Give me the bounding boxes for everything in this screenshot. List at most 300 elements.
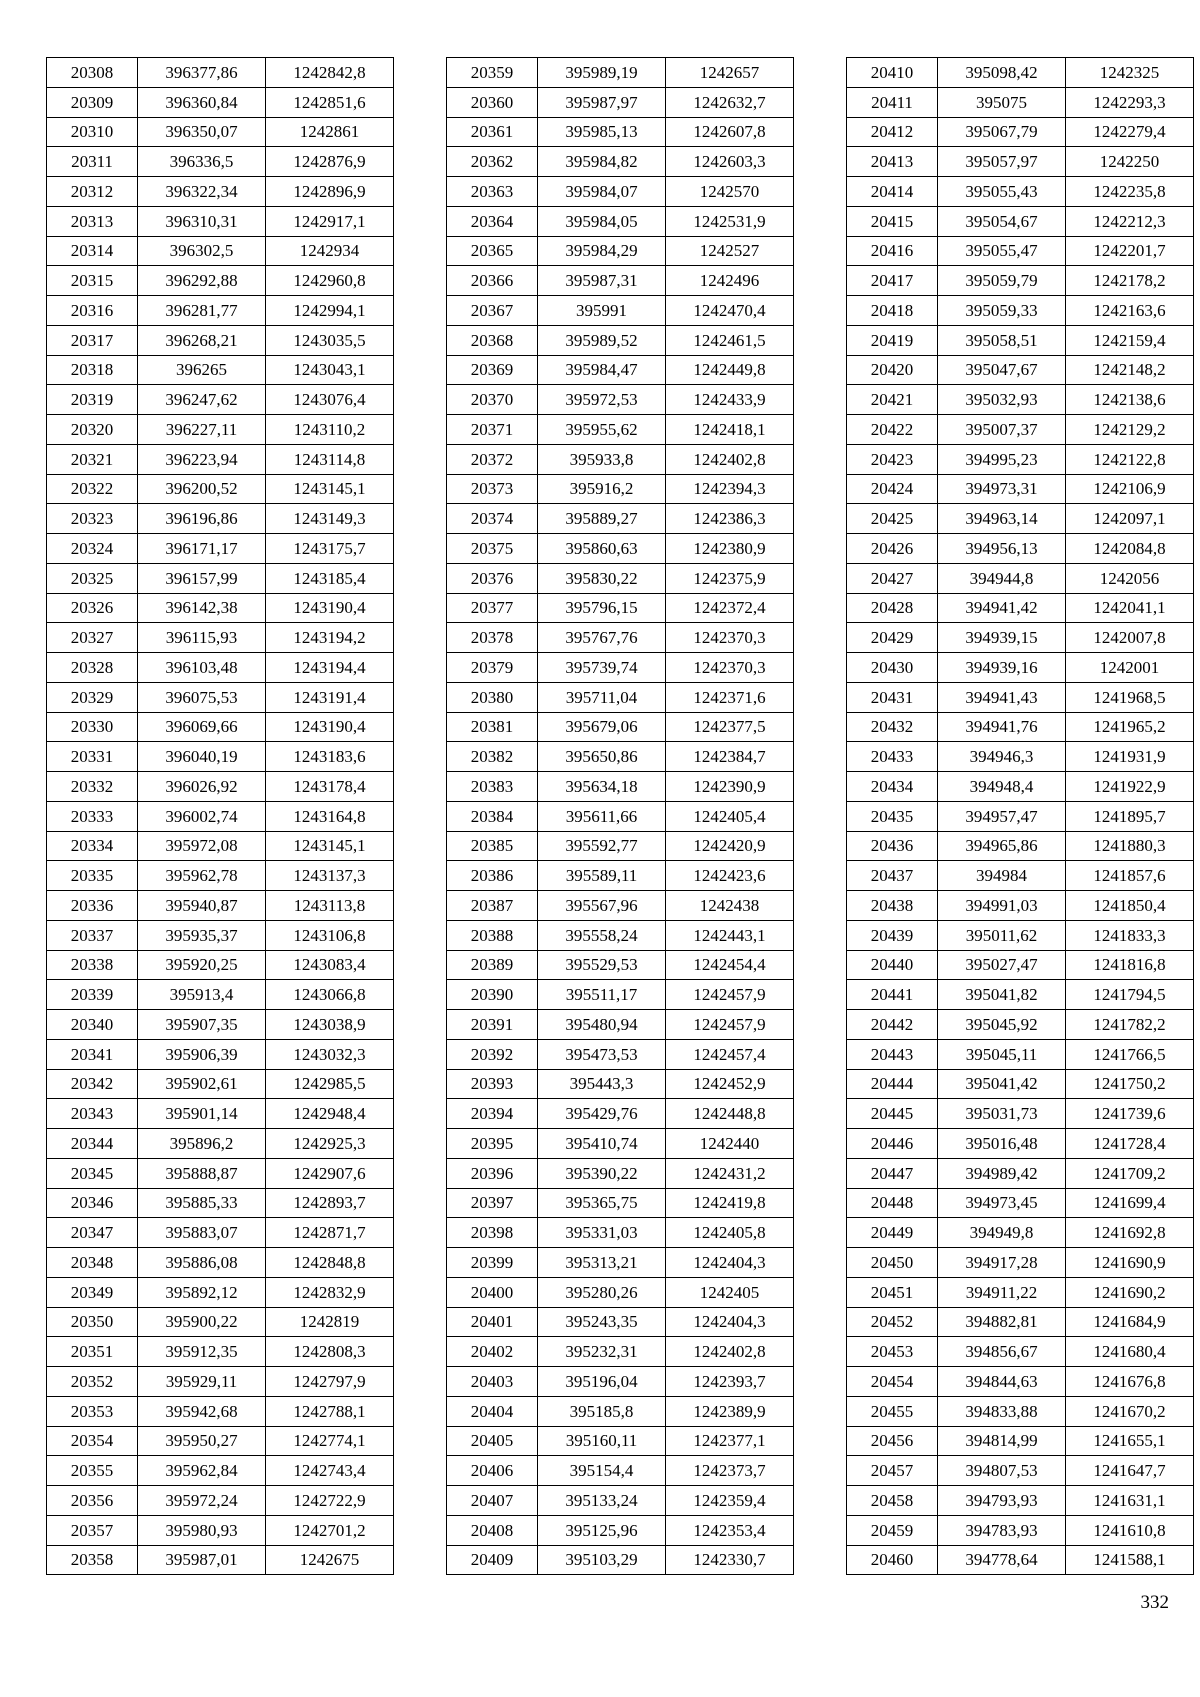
point-id-cell: 20365 (447, 236, 538, 266)
x-coordinate-cell: 395055,43 (938, 177, 1066, 207)
y-coordinate-cell: 1242375,9 (666, 563, 794, 593)
point-id-cell: 20410 (847, 58, 938, 88)
point-id-cell: 20384 (447, 801, 538, 831)
table-row (47, 563, 394, 593)
point-id-cell: 20355 (47, 1456, 138, 1486)
point-id-cell: 20337 (47, 920, 138, 950)
table-row (47, 623, 394, 653)
point-id-cell: 20375 (447, 534, 538, 564)
table-row (847, 355, 1194, 385)
point-id-cell: 20441 (847, 980, 938, 1010)
y-coordinate-cell: 1243083,4 (266, 950, 394, 980)
point-id-cell: 20379 (447, 653, 538, 683)
y-coordinate-cell: 1242212,3 (1066, 206, 1194, 236)
table-row (47, 1218, 394, 1248)
x-coordinate-cell: 396115,93 (138, 623, 266, 653)
y-coordinate-cell: 1243149,3 (266, 504, 394, 534)
x-coordinate-cell: 394814,99 (938, 1426, 1066, 1456)
y-coordinate-cell: 1242632,7 (666, 87, 794, 117)
x-coordinate-cell: 395906,39 (138, 1039, 266, 1069)
table-row (447, 1426, 794, 1456)
table-row (47, 1069, 394, 1099)
point-id-cell: 20350 (47, 1307, 138, 1337)
x-coordinate-cell: 396265 (138, 355, 266, 385)
y-coordinate-cell: 1243194,4 (266, 653, 394, 683)
y-coordinate-cell: 1243035,5 (266, 325, 394, 355)
y-coordinate-cell: 1242402,8 (666, 1337, 794, 1367)
x-coordinate-cell: 396171,17 (138, 534, 266, 564)
point-id-cell: 20444 (847, 1069, 938, 1099)
point-id-cell: 20352 (47, 1367, 138, 1397)
point-id-cell: 20402 (447, 1337, 538, 1367)
x-coordinate-cell: 394957,47 (938, 801, 1066, 831)
y-coordinate-cell: 1242380,9 (666, 534, 794, 564)
y-coordinate-cell: 1242423,6 (666, 861, 794, 891)
x-coordinate-cell: 395935,37 (138, 920, 266, 950)
table-row (47, 266, 394, 296)
y-coordinate-cell: 1242461,5 (666, 325, 794, 355)
y-coordinate-cell: 1242896,9 (266, 177, 394, 207)
x-coordinate-cell: 394941,76 (938, 712, 1066, 742)
x-coordinate-cell: 395133,24 (538, 1486, 666, 1516)
table-row (447, 87, 794, 117)
point-id-cell: 20380 (447, 682, 538, 712)
x-coordinate-cell: 395480,94 (538, 1010, 666, 1040)
y-coordinate-cell: 1242457,9 (666, 980, 794, 1010)
x-coordinate-cell: 395933,8 (538, 444, 666, 474)
table-row (447, 1367, 794, 1397)
table-row (847, 1099, 1194, 1129)
point-id-cell: 20460 (847, 1545, 938, 1575)
y-coordinate-cell: 1242041,1 (1066, 593, 1194, 623)
point-id-cell: 20388 (447, 920, 538, 950)
x-coordinate-cell: 395331,03 (538, 1218, 666, 1248)
x-coordinate-cell: 394939,16 (938, 653, 1066, 683)
y-coordinate-cell: 1242405 (666, 1277, 794, 1307)
y-coordinate-cell: 1242819 (266, 1307, 394, 1337)
coordinate-table-3 (846, 57, 1194, 1575)
y-coordinate-cell: 1242359,4 (666, 1486, 794, 1516)
x-coordinate-cell: 396292,88 (138, 266, 266, 296)
point-id-cell: 20342 (47, 1069, 138, 1099)
x-coordinate-cell: 395942,68 (138, 1396, 266, 1426)
y-coordinate-cell: 1242293,3 (1066, 87, 1194, 117)
y-coordinate-cell: 1243113,8 (266, 891, 394, 921)
y-coordinate-cell: 1242235,8 (1066, 177, 1194, 207)
y-coordinate-cell: 1243137,3 (266, 861, 394, 891)
y-coordinate-cell: 1242657 (666, 58, 794, 88)
table-row (47, 415, 394, 445)
y-coordinate-cell: 1242420,9 (666, 831, 794, 861)
point-id-cell: 20324 (47, 534, 138, 564)
y-coordinate-cell: 1242431,2 (666, 1158, 794, 1188)
y-coordinate-cell: 1242418,1 (666, 415, 794, 445)
table-row (47, 1010, 394, 1040)
point-id-cell: 20335 (47, 861, 138, 891)
x-coordinate-cell: 395589,11 (538, 861, 666, 891)
table-row (47, 980, 394, 1010)
table-row (847, 1307, 1194, 1337)
x-coordinate-cell: 396302,5 (138, 236, 266, 266)
table-row (847, 385, 1194, 415)
x-coordinate-cell: 395883,07 (138, 1218, 266, 1248)
point-id-cell: 20314 (47, 236, 138, 266)
y-coordinate-cell: 1243110,2 (266, 415, 394, 445)
point-id-cell: 20448 (847, 1188, 938, 1218)
y-coordinate-cell: 1241931,9 (1066, 742, 1194, 772)
y-coordinate-cell: 1242797,9 (266, 1367, 394, 1397)
table-row (847, 861, 1194, 891)
x-coordinate-cell: 395900,22 (138, 1307, 266, 1337)
point-id-cell: 20414 (847, 177, 938, 207)
y-coordinate-cell: 1242452,9 (666, 1069, 794, 1099)
y-coordinate-cell: 1242279,4 (1066, 117, 1194, 147)
table-row (447, 891, 794, 921)
table-row (47, 772, 394, 802)
x-coordinate-cell: 395032,93 (938, 385, 1066, 415)
point-id-cell: 20406 (447, 1456, 538, 1486)
x-coordinate-cell: 395985,13 (538, 117, 666, 147)
table-row (847, 653, 1194, 683)
table-row (447, 653, 794, 683)
table-row (447, 1010, 794, 1040)
point-id-cell: 20451 (847, 1277, 938, 1307)
point-id-cell: 20344 (47, 1129, 138, 1159)
point-id-cell: 20434 (847, 772, 938, 802)
point-id-cell: 20325 (47, 563, 138, 593)
y-coordinate-cell: 1241699,4 (1066, 1188, 1194, 1218)
point-id-cell: 20371 (447, 415, 538, 445)
table-row (47, 1099, 394, 1129)
point-id-cell: 20425 (847, 504, 938, 534)
x-coordinate-cell: 396281,77 (138, 296, 266, 326)
x-coordinate-cell: 395972,53 (538, 385, 666, 415)
y-coordinate-cell: 1243043,1 (266, 355, 394, 385)
y-coordinate-cell: 1242788,1 (266, 1396, 394, 1426)
y-coordinate-cell: 1242438 (666, 891, 794, 921)
point-id-cell: 20393 (447, 1069, 538, 1099)
table-row (47, 1188, 394, 1218)
x-coordinate-cell: 395711,04 (538, 682, 666, 712)
x-coordinate-cell: 394963,14 (938, 504, 1066, 534)
point-id-cell: 20362 (447, 147, 538, 177)
point-id-cell: 20361 (447, 117, 538, 147)
point-id-cell: 20331 (47, 742, 138, 772)
table-row (447, 980, 794, 1010)
point-id-cell: 20370 (447, 385, 538, 415)
y-coordinate-cell: 1241782,2 (1066, 1010, 1194, 1040)
table-row (47, 1367, 394, 1397)
table-row (847, 325, 1194, 355)
x-coordinate-cell: 395058,51 (938, 325, 1066, 355)
table-row (847, 742, 1194, 772)
point-id-cell: 20328 (47, 653, 138, 683)
x-coordinate-cell: 395987,97 (538, 87, 666, 117)
y-coordinate-cell: 1242470,4 (666, 296, 794, 326)
y-coordinate-cell: 1242871,7 (266, 1218, 394, 1248)
point-id-cell: 20358 (47, 1545, 138, 1575)
point-id-cell: 20334 (47, 831, 138, 861)
point-id-cell: 20312 (47, 177, 138, 207)
table-row (847, 950, 1194, 980)
x-coordinate-cell: 395529,53 (538, 950, 666, 980)
table-row (47, 1396, 394, 1426)
point-id-cell: 20438 (847, 891, 938, 921)
point-id-cell: 20315 (47, 266, 138, 296)
point-id-cell: 20340 (47, 1010, 138, 1040)
point-id-cell: 20364 (447, 206, 538, 236)
x-coordinate-cell: 394882,81 (938, 1307, 1066, 1337)
x-coordinate-cell: 394956,13 (938, 534, 1066, 564)
y-coordinate-cell: 1242457,4 (666, 1039, 794, 1069)
x-coordinate-cell: 395950,27 (138, 1426, 266, 1456)
table-row (447, 1277, 794, 1307)
point-id-cell: 20357 (47, 1515, 138, 1545)
y-coordinate-cell: 1242404,3 (666, 1307, 794, 1337)
table-row (447, 1039, 794, 1069)
point-id-cell: 20417 (847, 266, 938, 296)
table-row (447, 266, 794, 296)
y-coordinate-cell: 1242001 (1066, 653, 1194, 683)
x-coordinate-cell: 396227,11 (138, 415, 266, 445)
point-id-cell: 20429 (847, 623, 938, 653)
x-coordinate-cell: 394778,64 (938, 1545, 1066, 1575)
point-id-cell: 20436 (847, 831, 938, 861)
y-coordinate-cell: 1242527 (666, 236, 794, 266)
y-coordinate-cell: 1242454,4 (666, 950, 794, 980)
point-id-cell: 20459 (847, 1515, 938, 1545)
table-row (47, 653, 394, 683)
point-id-cell: 20319 (47, 385, 138, 415)
y-coordinate-cell: 1242722,9 (266, 1486, 394, 1516)
x-coordinate-cell: 395984,47 (538, 355, 666, 385)
table-row (47, 177, 394, 207)
x-coordinate-cell: 395901,14 (138, 1099, 266, 1129)
table-row (847, 623, 1194, 653)
x-coordinate-cell: 395860,63 (538, 534, 666, 564)
table-row (447, 772, 794, 802)
y-coordinate-cell: 1243185,4 (266, 563, 394, 593)
table-row (47, 1426, 394, 1456)
y-coordinate-cell: 1242851,6 (266, 87, 394, 117)
y-coordinate-cell: 1241895,7 (1066, 801, 1194, 831)
y-coordinate-cell: 1243145,1 (266, 831, 394, 861)
point-id-cell: 20367 (447, 296, 538, 326)
point-id-cell: 20395 (447, 1129, 538, 1159)
table-row (47, 920, 394, 950)
y-coordinate-cell: 1242377,5 (666, 712, 794, 742)
point-id-cell: 20349 (47, 1277, 138, 1307)
x-coordinate-cell: 395972,24 (138, 1486, 266, 1516)
table-row (447, 58, 794, 88)
table-row (47, 504, 394, 534)
y-coordinate-cell: 1242386,3 (666, 504, 794, 534)
x-coordinate-cell: 395987,01 (138, 1545, 266, 1575)
table-row (47, 1545, 394, 1575)
point-id-cell: 20415 (847, 206, 938, 236)
x-coordinate-cell: 395059,79 (938, 266, 1066, 296)
x-coordinate-cell: 394995,23 (938, 444, 1066, 474)
point-id-cell: 20308 (47, 58, 138, 88)
table-row (847, 474, 1194, 504)
x-coordinate-cell: 394965,86 (938, 831, 1066, 861)
table-row (47, 742, 394, 772)
y-coordinate-cell: 1241610,8 (1066, 1515, 1194, 1545)
table-row (447, 1218, 794, 1248)
y-coordinate-cell: 1241676,8 (1066, 1367, 1194, 1397)
table-row (47, 1039, 394, 1069)
y-coordinate-cell: 1242159,4 (1066, 325, 1194, 355)
table-row (847, 1158, 1194, 1188)
table-row (447, 325, 794, 355)
point-id-cell: 20422 (847, 415, 938, 445)
x-coordinate-cell: 394917,28 (938, 1248, 1066, 1278)
x-coordinate-cell: 396350,07 (138, 117, 266, 147)
table-row (47, 1486, 394, 1516)
y-coordinate-cell: 1242405,8 (666, 1218, 794, 1248)
table-row (447, 712, 794, 742)
table-row (447, 682, 794, 712)
point-id-cell: 20423 (847, 444, 938, 474)
table-row (847, 682, 1194, 712)
table-row (47, 296, 394, 326)
x-coordinate-cell: 395796,15 (538, 593, 666, 623)
y-coordinate-cell: 1242701,2 (266, 1515, 394, 1545)
y-coordinate-cell: 1241647,7 (1066, 1456, 1194, 1486)
x-coordinate-cell: 395916,2 (538, 474, 666, 504)
y-coordinate-cell: 1241655,1 (1066, 1426, 1194, 1456)
point-id-cell: 20407 (447, 1486, 538, 1516)
point-id-cell: 20336 (47, 891, 138, 921)
x-coordinate-cell: 395075 (938, 87, 1066, 117)
table-row (47, 117, 394, 147)
table-row (847, 980, 1194, 1010)
table-row (847, 772, 1194, 802)
x-coordinate-cell: 396075,53 (138, 682, 266, 712)
point-id-cell: 20309 (47, 87, 138, 117)
table-row (447, 1099, 794, 1129)
table-row (47, 831, 394, 861)
y-coordinate-cell: 1242384,7 (666, 742, 794, 772)
table-row (847, 1486, 1194, 1516)
point-id-cell: 20390 (447, 980, 538, 1010)
y-coordinate-cell: 1242675 (266, 1545, 394, 1575)
point-id-cell: 20420 (847, 355, 938, 385)
y-coordinate-cell: 1242250 (1066, 147, 1194, 177)
x-coordinate-cell: 394941,42 (938, 593, 1066, 623)
y-coordinate-cell: 1241684,9 (1066, 1307, 1194, 1337)
point-id-cell: 20392 (447, 1039, 538, 1069)
y-coordinate-cell: 1243164,8 (266, 801, 394, 831)
x-coordinate-cell: 395429,76 (538, 1099, 666, 1129)
point-id-cell: 20398 (447, 1218, 538, 1248)
x-coordinate-cell: 394944,8 (938, 563, 1066, 593)
table-row (447, 296, 794, 326)
point-id-cell: 20338 (47, 950, 138, 980)
point-id-cell: 20345 (47, 1158, 138, 1188)
point-id-cell: 20381 (447, 712, 538, 742)
point-id-cell: 20401 (447, 1307, 538, 1337)
y-coordinate-cell: 1241739,6 (1066, 1099, 1194, 1129)
y-coordinate-cell: 1242607,8 (666, 117, 794, 147)
point-id-cell: 20449 (847, 1218, 938, 1248)
x-coordinate-cell: 395232,31 (538, 1337, 666, 1367)
y-coordinate-cell: 1242390,9 (666, 772, 794, 802)
table-row (47, 206, 394, 236)
point-id-cell: 20317 (47, 325, 138, 355)
table-row (47, 385, 394, 415)
table-row (447, 385, 794, 415)
point-id-cell: 20430 (847, 653, 938, 683)
point-id-cell: 20431 (847, 682, 938, 712)
point-id-cell: 20389 (447, 950, 538, 980)
x-coordinate-cell: 394948,4 (938, 772, 1066, 802)
x-coordinate-cell: 395243,35 (538, 1307, 666, 1337)
table-row (447, 1158, 794, 1188)
table-row (447, 831, 794, 861)
y-coordinate-cell: 1242330,7 (666, 1545, 794, 1575)
point-id-cell: 20359 (447, 58, 538, 88)
x-coordinate-cell: 395103,29 (538, 1545, 666, 1575)
table-row (847, 1367, 1194, 1397)
x-coordinate-cell: 394973,31 (938, 474, 1066, 504)
table-row (47, 474, 394, 504)
y-coordinate-cell: 1242178,2 (1066, 266, 1194, 296)
y-coordinate-cell: 1241794,5 (1066, 980, 1194, 1010)
x-coordinate-cell: 396360,84 (138, 87, 266, 117)
point-id-cell: 20383 (447, 772, 538, 802)
table-row (847, 534, 1194, 564)
y-coordinate-cell: 1242443,1 (666, 920, 794, 950)
point-id-cell: 20455 (847, 1396, 938, 1426)
x-coordinate-cell: 395410,74 (538, 1129, 666, 1159)
x-coordinate-cell: 394793,93 (938, 1486, 1066, 1516)
x-coordinate-cell: 395650,86 (538, 742, 666, 772)
table-row (447, 1456, 794, 1486)
y-coordinate-cell: 1242934 (266, 236, 394, 266)
x-coordinate-cell: 396157,99 (138, 563, 266, 593)
x-coordinate-cell: 395047,67 (938, 355, 1066, 385)
y-coordinate-cell: 1242808,3 (266, 1337, 394, 1367)
x-coordinate-cell: 395443,3 (538, 1069, 666, 1099)
point-id-cell: 20330 (47, 712, 138, 742)
x-coordinate-cell: 394856,67 (938, 1337, 1066, 1367)
point-id-cell: 20378 (447, 623, 538, 653)
table-row (847, 1456, 1194, 1486)
table-row (447, 1129, 794, 1159)
y-coordinate-cell: 1242743,4 (266, 1456, 394, 1486)
y-coordinate-cell: 1242148,2 (1066, 355, 1194, 385)
y-coordinate-cell: 1241880,3 (1066, 831, 1194, 861)
y-coordinate-cell: 1243190,4 (266, 593, 394, 623)
x-coordinate-cell: 395280,26 (538, 1277, 666, 1307)
point-id-cell: 20343 (47, 1099, 138, 1129)
x-coordinate-cell: 395098,42 (938, 58, 1066, 88)
point-id-cell: 20368 (447, 325, 538, 355)
point-id-cell: 20369 (447, 355, 538, 385)
table-row (847, 563, 1194, 593)
table-row (847, 1010, 1194, 1040)
x-coordinate-cell: 395955,62 (538, 415, 666, 445)
table-row (447, 950, 794, 980)
y-coordinate-cell: 1242007,8 (1066, 623, 1194, 653)
x-coordinate-cell: 395059,33 (938, 296, 1066, 326)
table-row (847, 177, 1194, 207)
y-coordinate-cell: 1242848,8 (266, 1248, 394, 1278)
point-id-cell: 20404 (447, 1396, 538, 1426)
table-row (847, 1248, 1194, 1278)
y-coordinate-cell: 1243190,4 (266, 712, 394, 742)
